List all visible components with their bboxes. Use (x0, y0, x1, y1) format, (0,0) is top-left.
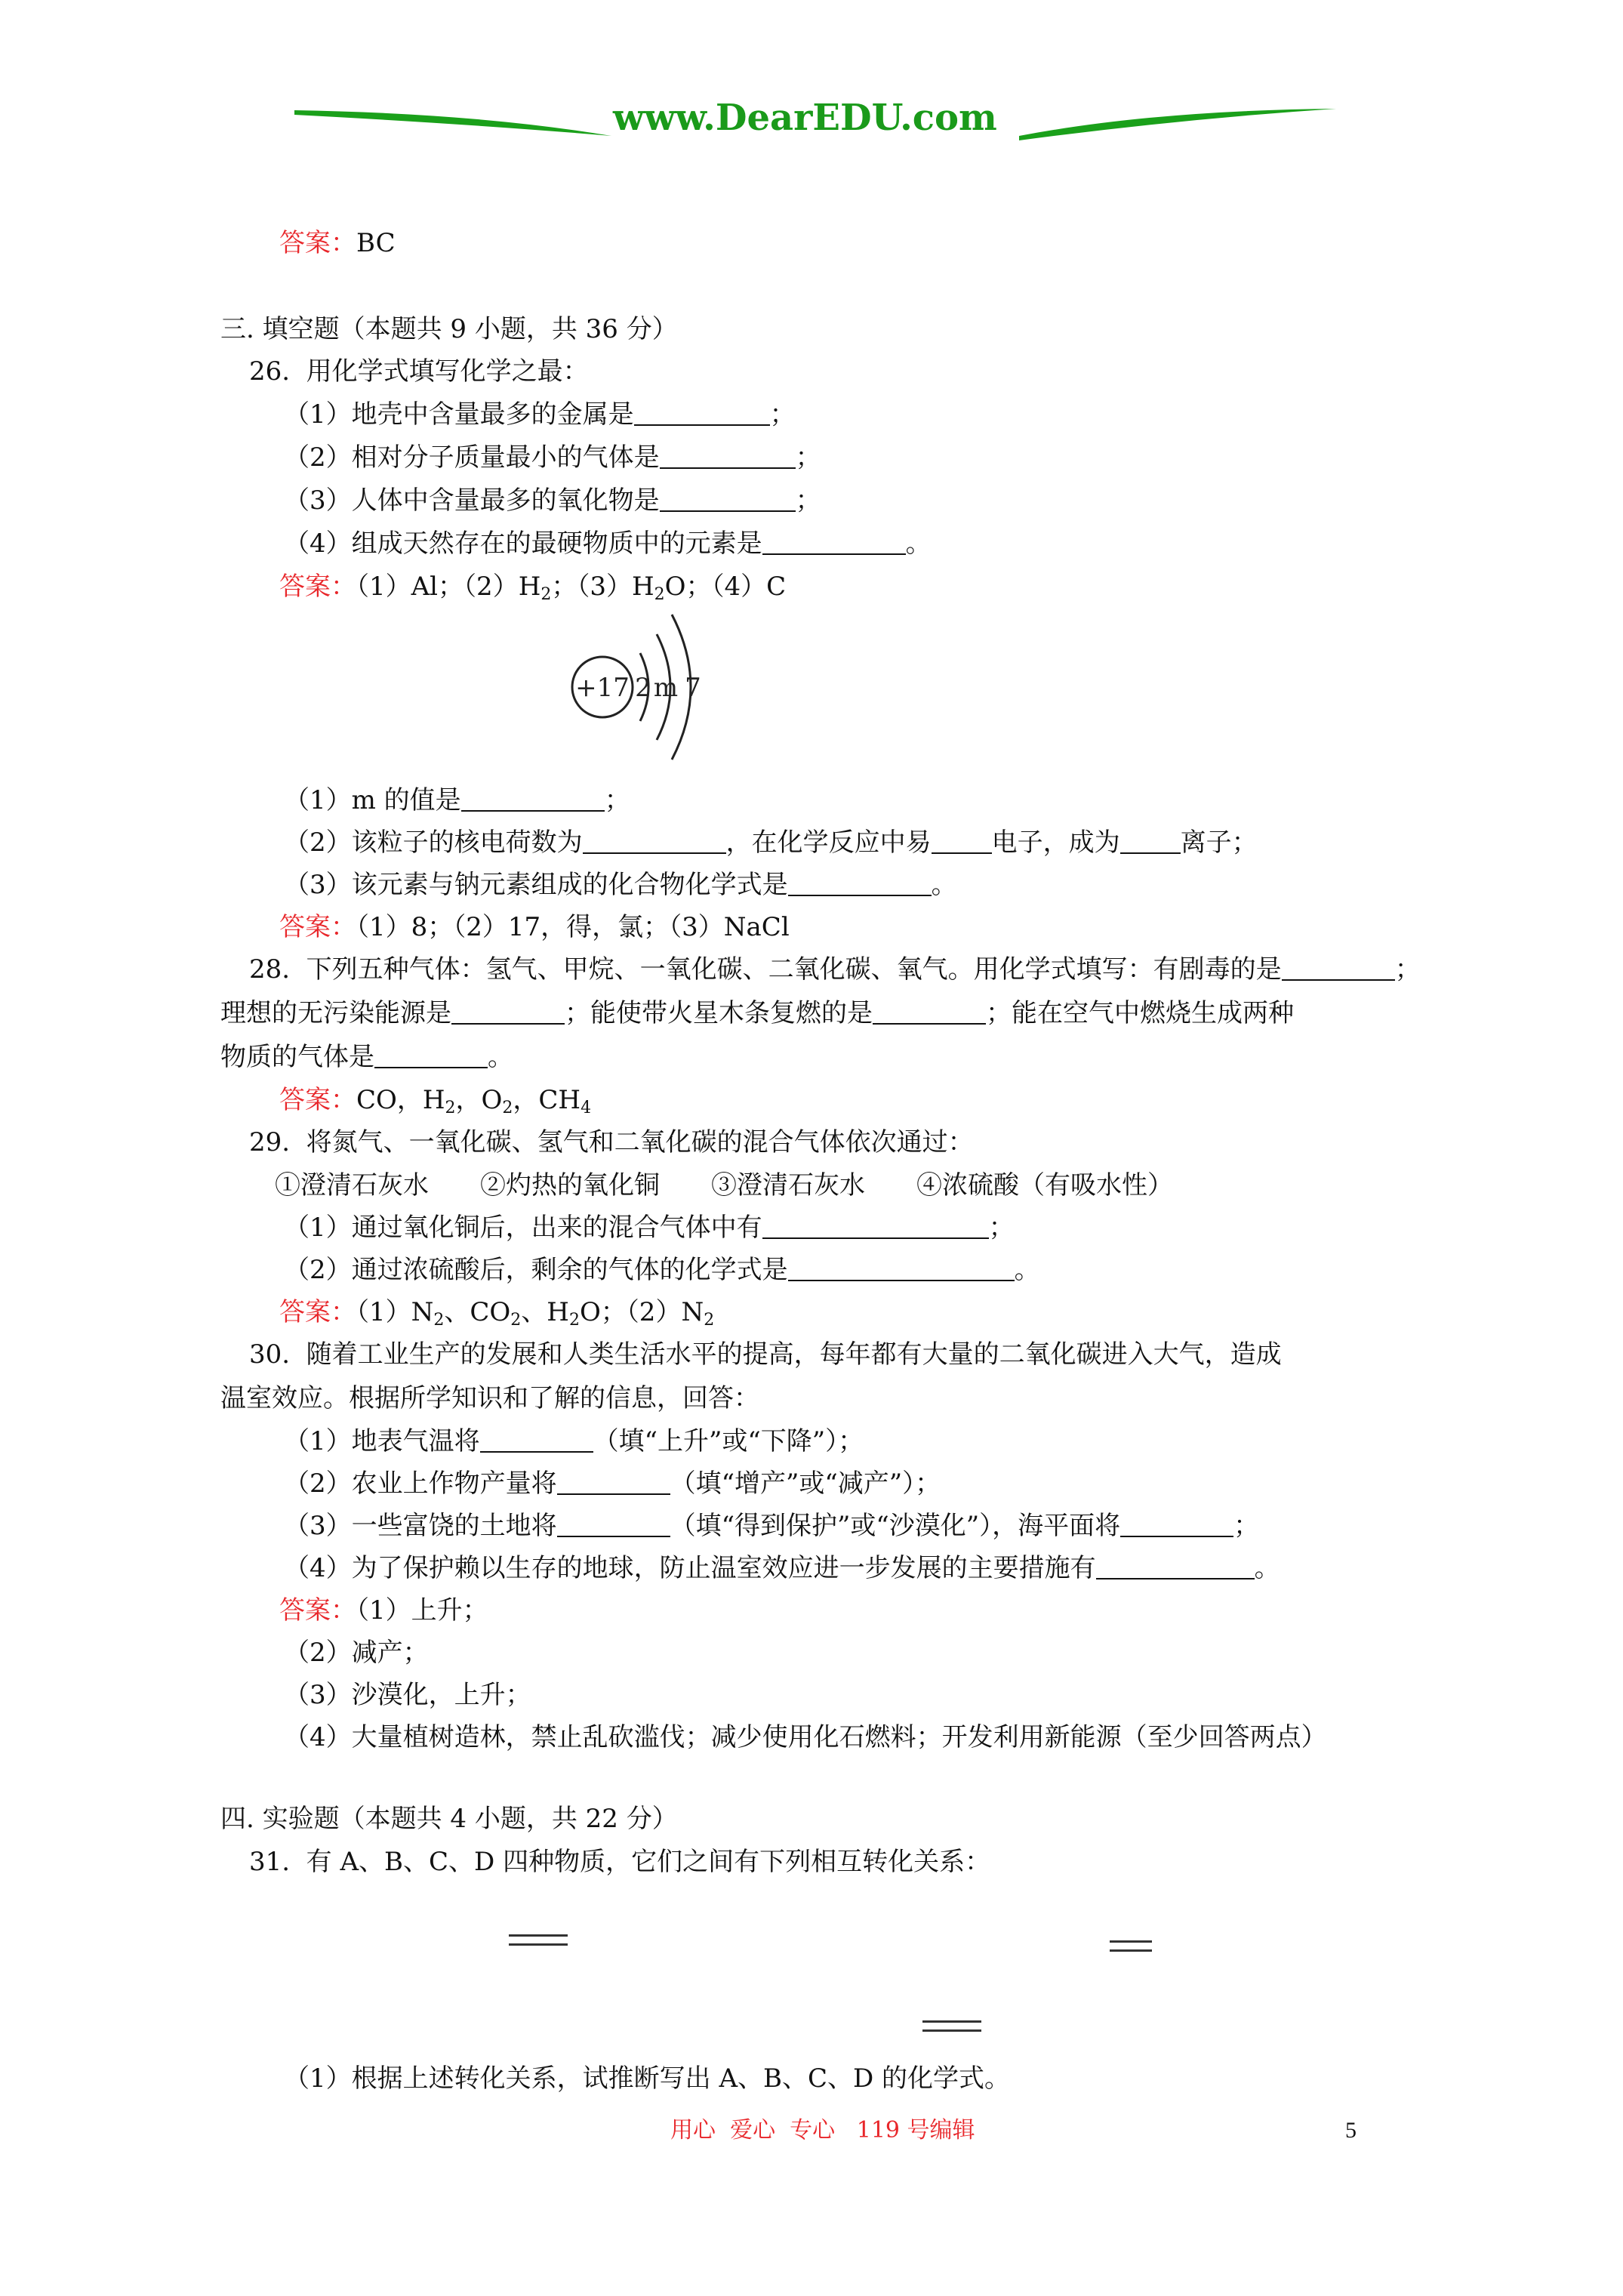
reaction-equals-sign (1110, 1940, 1152, 1952)
shell1-electrons: 2 (635, 673, 651, 703)
q30-part2: （2）农业上作物产量将 （填“增产”或“减产”）； (284, 1469, 941, 1499)
q29-stem: 29. 将氮气、一氧化碳、氢气和二氧化碳的混合气体依次通过： (249, 1127, 974, 1157)
nucleus-charge: +17 (575, 673, 630, 703)
answer-blank[interactable] (461, 787, 605, 812)
q26-part1: （1）地壳中含量最多的金属是 ； (284, 399, 796, 430)
answer-blank[interactable] (788, 872, 932, 896)
q31-part1: （1）根据上述转化关系，试推断写出 A、B、C、D 的化学式。 (284, 2063, 1011, 2094)
q30-answer: 答案：（1）上升； (279, 1595, 488, 1626)
atom-structure-diagram (559, 604, 717, 770)
q30-answer-2: （2）减产； (284, 1638, 429, 1668)
answer-blank[interactable] (451, 1000, 565, 1025)
footer-text: 用心 爱心 专心 119 号编辑 (670, 2117, 975, 2143)
right-swoosh (1019, 109, 1336, 140)
answer-blank[interactable] (557, 1471, 670, 1495)
q26-part3: （3）人体中含量最多的氧化物是 ； (284, 485, 821, 516)
left-swoosh (294, 110, 611, 136)
reaction-equals-sign (509, 1934, 568, 1946)
answer-blank[interactable] (1282, 957, 1395, 981)
answer-blank[interactable] (762, 531, 906, 555)
answer-blank[interactable] (660, 488, 796, 512)
answer-blank[interactable] (557, 1513, 670, 1537)
q26-stem: 26. 用化学式填写化学之最： (249, 356, 589, 387)
q29-items: ①澄清石灰水 ②灼热的氧化铜 ③澄清石灰水 ④浓硫酸（有吸水性） (275, 1170, 1173, 1200)
q27-answer: 答案：（1）8；（2）17，得，氯；（3）NaCl (279, 912, 790, 942)
q30-answer-3: （3）沙漠化，上升； (284, 1680, 531, 1710)
answer-blank[interactable] (1120, 1513, 1233, 1537)
q27-part1: （1）m 的值是 ； (284, 785, 630, 815)
reaction-equals-sign (922, 2020, 981, 2032)
q26-part2: （2）相对分子质量最小的气体是 ； (284, 442, 821, 473)
answer-blank[interactable] (374, 1044, 488, 1068)
q28-line1: 28. 下列五种气体：氢气、甲烷、一氧化碳、二氧化碳、氧气。用化学式填写：有剧毒的是 ； (249, 954, 1421, 985)
section4-title: 四. 实验题（本题共 4 小题，共 22 分） (220, 1804, 678, 1834)
answer-blank[interactable] (583, 830, 726, 854)
q30-part4: （4）为了保护赖以生存的地球，防止温室效应进一步发展的主要措施有 。 (284, 1553, 1280, 1583)
page-number: 5 (1345, 2118, 1357, 2143)
q31-stem: 31. 有 A、B、C、D 四种物质，它们之间有下列相互转化关系： (249, 1847, 991, 1877)
top-answer: 答案：BC (279, 228, 396, 258)
answer-blank[interactable] (480, 1428, 593, 1453)
answer-blank[interactable] (660, 445, 796, 469)
answer-blank[interactable] (634, 402, 770, 426)
answer-blank[interactable] (932, 830, 992, 854)
answer-blank[interactable] (762, 1215, 989, 1239)
answer-blank[interactable] (1096, 1555, 1255, 1579)
q30-part1: （1）地表气温将 （填“上升”或“下降”）； (284, 1426, 864, 1456)
q28-line3: 物质的气体是 。 (220, 1042, 513, 1072)
q30-answer-4: （4）大量植树造林，禁止乱砍滥伐；减少使用化石燃料；开发利用新能源（至少回答两点） (284, 1722, 1327, 1752)
q30-line2: 温室效应。根据所学知识和了解的信息，回答： (220, 1383, 759, 1413)
q28-answer: 答案：CO，$H_2$，$O_2$，$CH_4$ (279, 1085, 592, 1117)
q29-part2: （2）通过浓硫酸后，剩余的气体的化学式是 。 (284, 1255, 1040, 1285)
site-logo[interactable]: www.DearEDU.com (613, 97, 997, 139)
q27-part3: （3）该元素与钠元素组成的化合物化学式是 。 (284, 870, 957, 900)
q26-part4: （4）组成天然存在的最硬物质中的元素是 。 (284, 529, 932, 559)
answer-blank[interactable] (1120, 830, 1181, 854)
q26-answer: 答案：（1）Al；$(2)H_2$；$(3)H_2O$；（4）C (279, 572, 787, 604)
q29-answer: 答案：$(1)N_2$、$CO_2$、$H_2O$；$(2)N_2$ (279, 1297, 715, 1330)
q30-part3: （3）一些富饶的土地将 （填“得到保护”或“沙漠化”），海平面将 ； (284, 1511, 1260, 1541)
q28-line2: 理想的无污染能源是 ；能使带火星木条复燃的是 ；能在空气中燃烧生成两种 (220, 998, 1294, 1028)
shell2-electrons: m (653, 673, 679, 703)
answer-blank[interactable] (788, 1257, 1015, 1281)
q30-line1: 30. 随着工业生产的发展和人类生活水平的提高，每年都有大量的二氧化碳进入大气，造成 (249, 1339, 1282, 1370)
section3-title: 三. 填空题（本题共 9 小题，共 36 分） (220, 314, 678, 344)
answer-blank[interactable] (873, 1000, 986, 1025)
q27-part2: （2）该粒子的核电荷数为 ，在化学反应中易 电子，成为 离子； (284, 827, 1258, 858)
q29-part1: （1）通过氧化铜后，出来的混合气体中有 ； (284, 1213, 1015, 1243)
shell3-electrons: 7 (685, 673, 701, 703)
